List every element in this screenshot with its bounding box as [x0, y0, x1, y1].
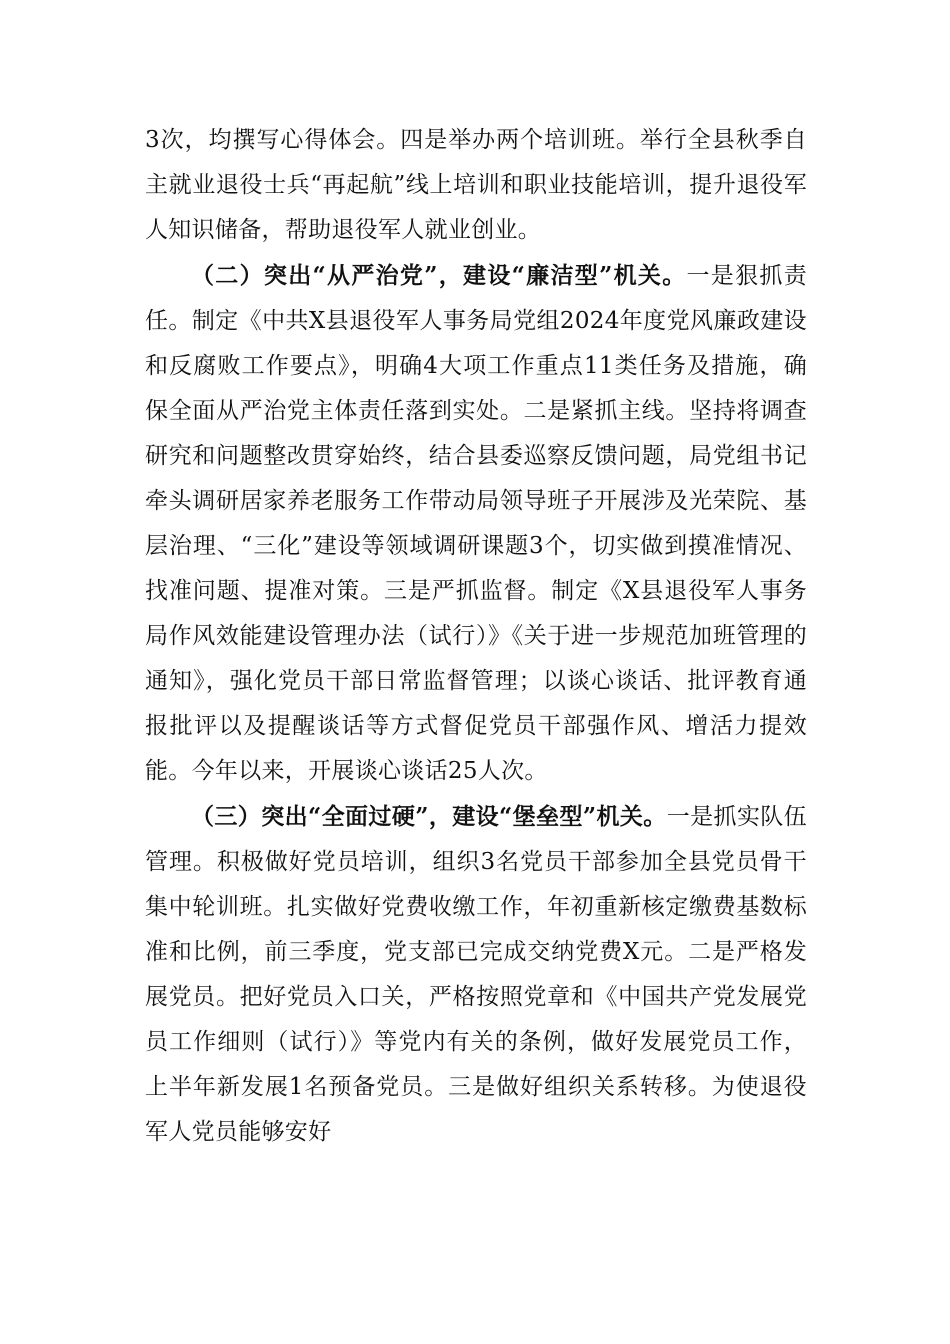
- section-heading: （三）突出“全面过硬”，建设“堡垒型”机关。: [191, 803, 667, 830]
- paragraph-text: 3次，均撰写心得体会。四是举办两个培训班。举行全县秋季自主就业退役士兵“再起航”线上培训和职业技能培训，提升退役军人知识储备，帮助退役军人就业创业。: [145, 127, 807, 243]
- paragraph-text: 一是狠抓责任。制定《中共X县退役军人事务局党组2024年度党风廉政建设和反腐败工作要点》，明确4大项工作重点11类任务及措施，确保全面从严治党主体责任落到实处。二是紧抓主线。坚持将调查研究和问题整改贯穿始终，结合县委巡察反馈问题，局党组书记牵头调研居家养老服务工作带动局领导班子开展涉及光荣院、基层治理、“三化”建设等领域调研课题3个，切实做到摸准情况、找准问题、提准对策。三是严抓监督。制定《X县退役军人事务局作风效能建设管理办法（试行）》《关于进一步规范加班管理的通知》，强化党员干部日常监督管理；以谈心谈话、批评教育通报批评以及提醒谈话等方式督促党员干部强作风、增活力提效能。今年以来，开展谈心谈话25人次。: [145, 263, 807, 784]
- paragraph-section-3: [145, 794, 807, 1155]
- paragraph-section-2: [145, 253, 807, 794]
- paragraph-continuation: [145, 118, 807, 253]
- section-heading: （二）突出“从严治党”，建设“廉洁型”机关。: [191, 262, 687, 289]
- document-body: [145, 118, 807, 1155]
- paragraph-text: 一是抓实队伍管理。积极做好党员培训，组织3名党员干部参加全县党员骨干集中轮训班。扎实做好党费收缴工作，年初重新核定缴费基数标准和比例，前三季度，党支部已完成交纳党费X元。二是严格发展党员。把好党员入口关，严格按照党章和《中国共产党发展党员工作细则（试行）》等党内有关的条例，做好发展党员工作，上半年新发展1名预备党员。三是做好组织关系转移。为使退役军人党员能够安好: [145, 804, 807, 1145]
